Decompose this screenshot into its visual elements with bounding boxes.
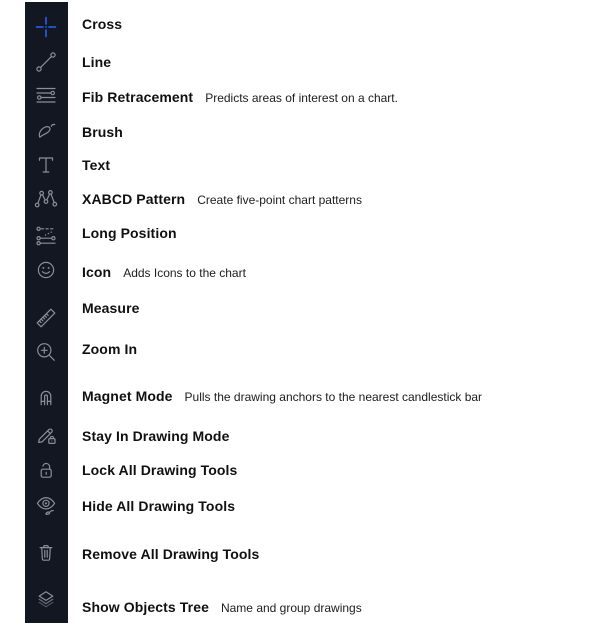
- trend-line-icon: [32, 48, 60, 76]
- long-position-icon: [32, 222, 60, 250]
- measure-tool-button[interactable]: [32, 304, 60, 332]
- magnet-icon: [32, 383, 60, 411]
- tool-label: Cross: [82, 16, 123, 32]
- tool-row-lock-all-drawing-tools: [82, 462, 249, 480]
- xabcd-pattern-tool-button[interactable]: [32, 185, 60, 213]
- tool-row-icon: [82, 264, 246, 282]
- tool-row-xabcd-pattern: [82, 191, 362, 209]
- long-position-tool-button[interactable]: [32, 222, 60, 250]
- line-tool-button[interactable]: [32, 48, 60, 76]
- tool-label: Show Objects Tree: [82, 599, 209, 615]
- tool-label: Brush: [82, 124, 123, 140]
- tool-row-fib-retracement: [82, 89, 398, 107]
- cross-tool-button[interactable]: [32, 13, 60, 41]
- stay-in-drawing-mode-tool-button[interactable]: [32, 421, 60, 449]
- brush-tool-button[interactable]: [32, 117, 60, 145]
- layers-icon: [32, 586, 60, 614]
- zoom-in-tool-button[interactable]: [32, 338, 60, 366]
- text-icon: [32, 151, 60, 179]
- tool-description: Name and group drawings: [220, 601, 362, 615]
- tool-row-line: [82, 54, 123, 72]
- tool-label: Zoom In: [82, 341, 138, 357]
- tool-label: Line: [82, 54, 112, 70]
- tool-row-zoom-in: [82, 341, 149, 359]
- tool-description: Adds Icons to the chart: [123, 266, 246, 280]
- zoom-in-icon: [32, 338, 60, 366]
- eye-brush-icon: [32, 491, 60, 519]
- remove-all-tool-button[interactable]: [32, 538, 60, 566]
- tool-label: Icon: [82, 264, 112, 280]
- tool-label: Fib Retracement: [82, 89, 194, 105]
- tool-description: Pulls the drawing anchors to the nearest candlestick bar: [184, 390, 483, 404]
- tool-label: Magnet Mode: [82, 388, 173, 404]
- tool-label: Measure: [82, 300, 140, 316]
- tool-description: Create five-point chart patterns: [197, 193, 362, 207]
- tool-label: Text: [82, 157, 111, 173]
- icon-tool-button[interactable]: [32, 256, 60, 284]
- tool-row-stay-in-drawing-mode: [82, 428, 241, 446]
- brush-icon: [32, 117, 60, 145]
- tool-label: Long Position: [82, 225, 177, 241]
- smiley-icon: [32, 256, 60, 284]
- xabcd-pattern-icon: [32, 185, 60, 213]
- fib-retracement-tool-button[interactable]: [32, 82, 60, 110]
- tool-row-measure: [82, 300, 152, 318]
- ruler-icon: [32, 304, 60, 332]
- unlock-icon: [32, 456, 60, 484]
- tool-label: Hide All Drawing Tools: [82, 498, 236, 514]
- lock-all-tool-button[interactable]: [32, 456, 60, 484]
- tool-row-long-position: [82, 225, 189, 243]
- tool-description: Predicts areas of interest on a chart.: [205, 91, 398, 105]
- show-objects-tree-tool-button[interactable]: [32, 586, 60, 614]
- pencil-lock-icon: [32, 421, 60, 449]
- tool-label: Stay In Drawing Mode: [82, 428, 230, 444]
- tool-label: Lock All Drawing Tools: [82, 462, 238, 478]
- tool-label: Remove All Drawing Tools: [82, 546, 260, 562]
- tool-label: XABCD Pattern: [82, 191, 186, 207]
- magnet-mode-tool-button[interactable]: [32, 383, 60, 411]
- text-tool-button[interactable]: [32, 151, 60, 179]
- tool-row-hide-all-drawing-tools: [82, 498, 247, 516]
- tool-row-show-objects-tree: [82, 599, 362, 617]
- trash-icon: [32, 538, 60, 566]
- tool-row-magnet-mode: [82, 388, 482, 406]
- tool-row-cross: [82, 16, 134, 34]
- hide-all-tool-button[interactable]: [32, 491, 60, 519]
- tool-row-text: [82, 157, 122, 175]
- tool-row-brush: [82, 124, 135, 142]
- fib-retracement-icon: [32, 82, 60, 110]
- tool-row-remove-all-drawing-tools: [82, 546, 271, 564]
- crosshair-icon: [32, 13, 60, 41]
